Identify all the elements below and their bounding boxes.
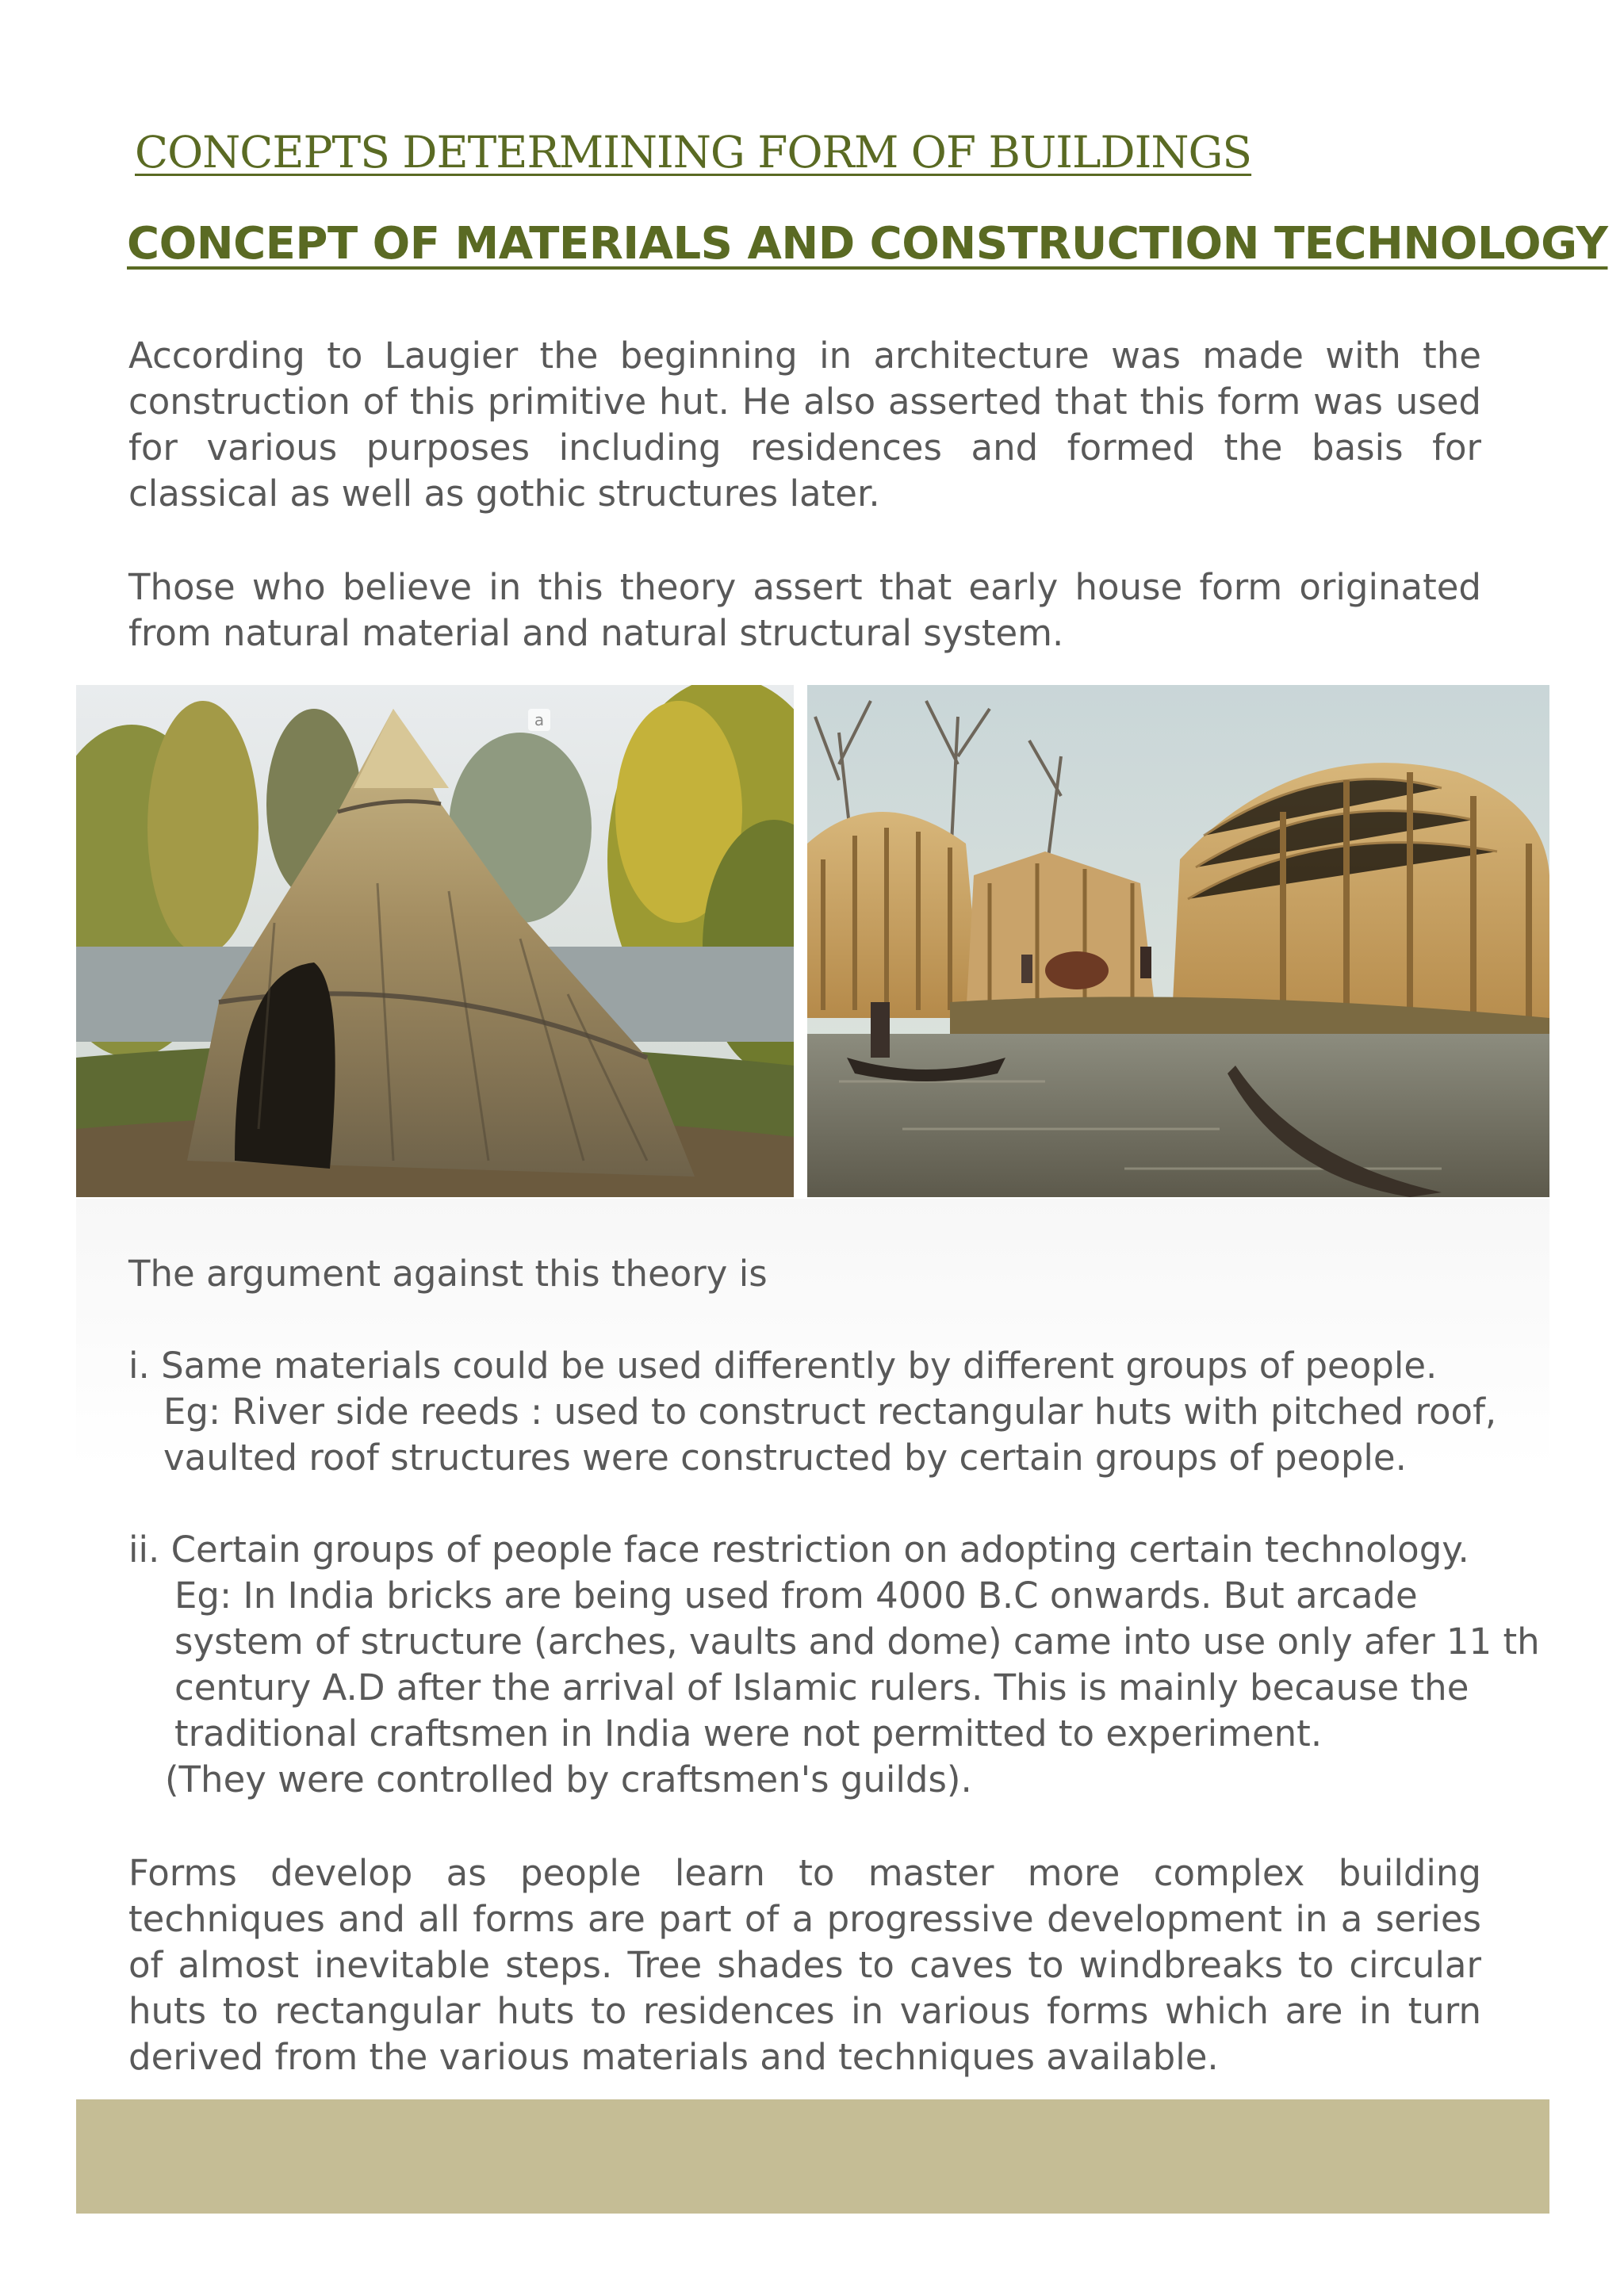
point-i-line-2: Eg: River side reeds : used to construct rectangular huts with pitched roof, — [163, 1391, 1497, 1433]
page-title: CONCEPTS DETERMINING FORM OF BUILDINGS — [135, 127, 1252, 178]
point-ii-line-3: system of structure (arches, vaults and dome) came into use only afer 11 th — [174, 1621, 1540, 1663]
conical-hut-photo — [76, 685, 794, 1197]
point-ii-line-4: century A.D after the arrival of Islamic rulers. This is mainly because the — [174, 1667, 1469, 1709]
point-ii-line-6: (They were controlled by craftsmen's guilds). — [165, 1758, 972, 1800]
section-title: CONCEPT OF MATERIALS AND CONSTRUCTION TECHNOLOGY — [127, 218, 1608, 270]
point-i-line-1: i. Same materials could be used differently by different groups of people. — [128, 1345, 1438, 1387]
point-ii-line-2: Eg: In India bricks are being used from 4000 B.C onwards. But arcade — [174, 1575, 1418, 1617]
point-i — [128, 1343, 1497, 1481]
point-ii-line-5: traditional craftsmen in India were not permitted to experiment. — [174, 1712, 1323, 1755]
watermark-text: a — [534, 710, 545, 729]
footer-band — [76, 2099, 1549, 2214]
paragraph-forms-develop: Forms develop as people learn to master more complex building techniques and all forms are part of a progressive development in a series of almost inevitable steps. Tree shades to caves to windbreaks to circular huts to rectangular huts to residences in various forms which are in turn derived from the various materials and techniques available. — [128, 1852, 1481, 2078]
point-ii — [128, 1527, 1540, 1803]
paragraph-theory: Those who believe in this theory assert that early house form originated from natural material and natural structural system. — [128, 566, 1481, 654]
reed-houses-photo — [807, 685, 1549, 1197]
paragraph-argument: The argument against this theory is — [128, 1253, 768, 1295]
point-ii-line-1: ii. Certain groups of people face restriction on adopting certain technology. — [128, 1529, 1469, 1571]
point-i-line-3: vaulted roof structures were constructed by certain groups of people. — [163, 1437, 1407, 1479]
paragraph-laugier: According to Laugier the beginning in architecture was made with the construction of this primitive hut. He also asserted that this form was used for various purposes including residences and formed the basis for classical as well as gothic structures later. — [128, 335, 1481, 515]
